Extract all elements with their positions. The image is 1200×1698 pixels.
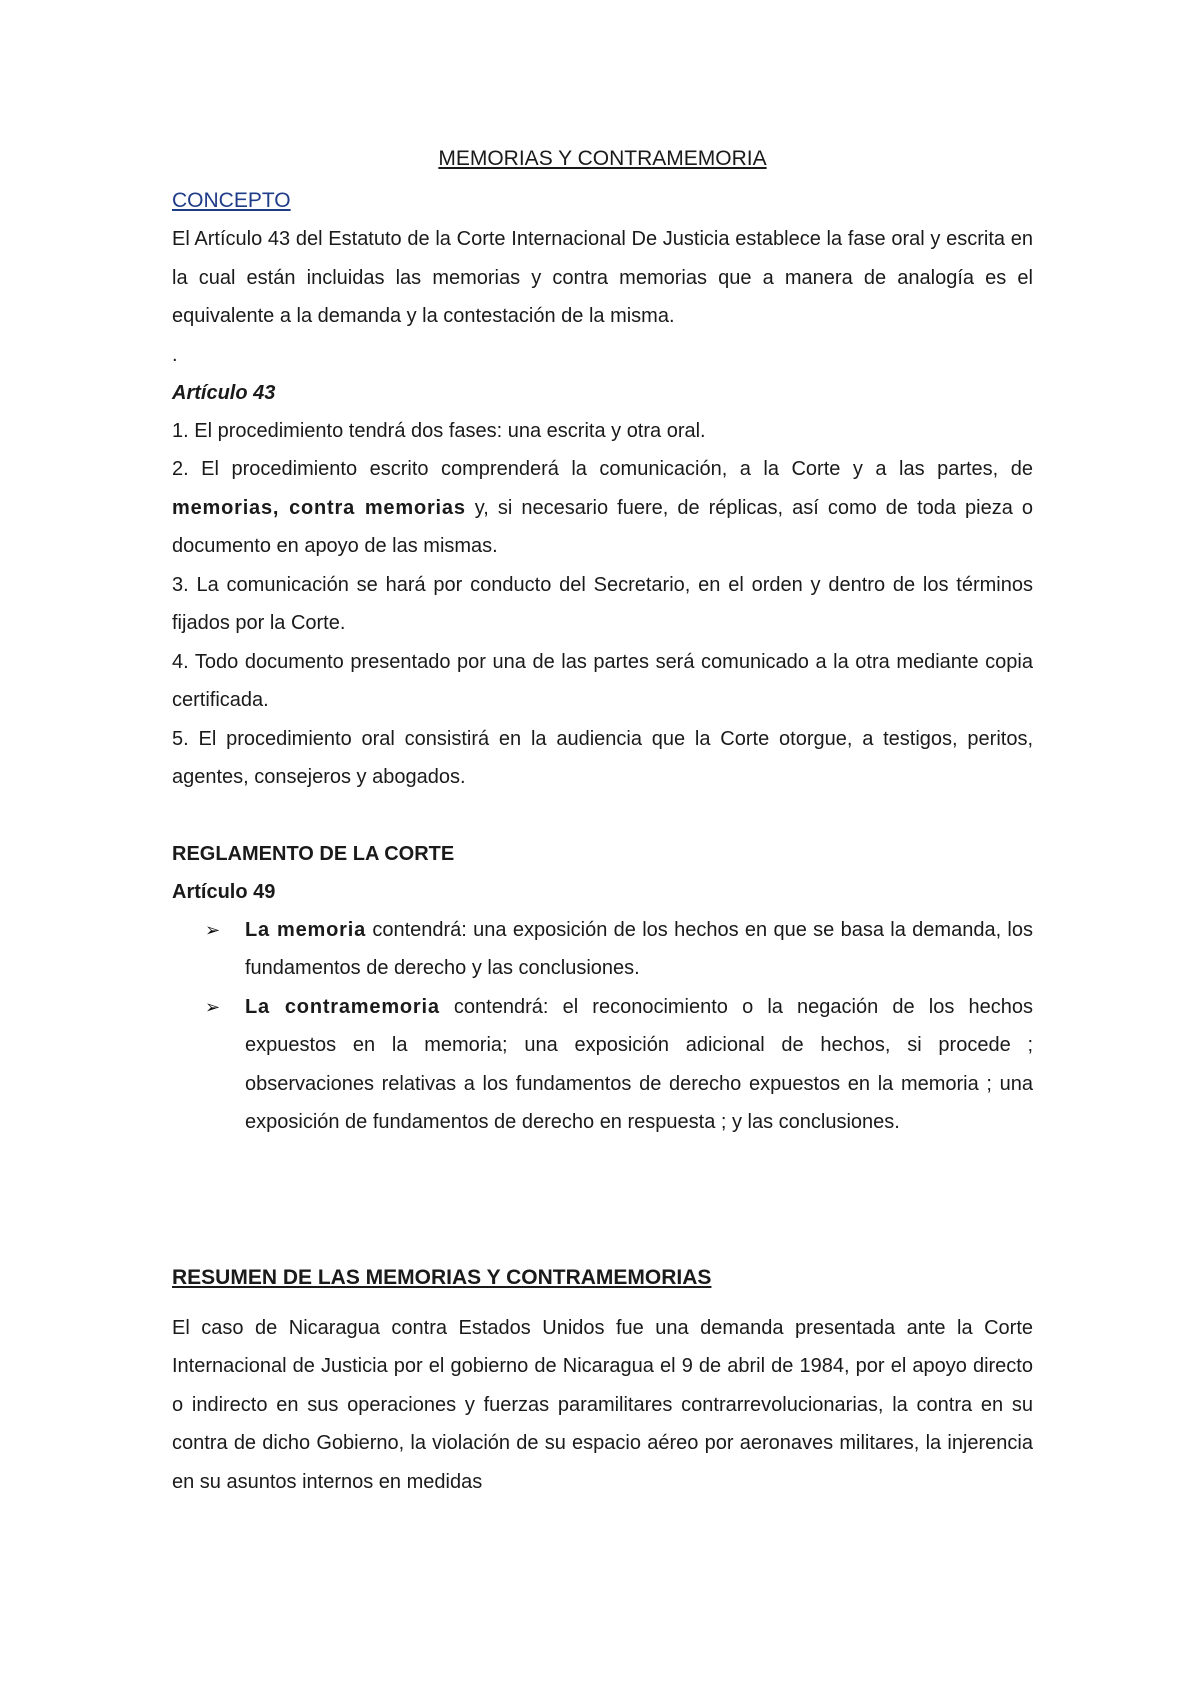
dot-line: . — [172, 343, 178, 366]
section-spacer — [172, 1142, 1033, 1259]
concept-paragraph: El Artículo 43 del Estatuto de la Corte Internacional De Justicia establece la fase oral y escrita en la cual están incluidas las memorias y contra memorias que a manera de analogía es el equivalente a la demanda y la contestación de la misma. — [172, 228, 1033, 327]
resumen-heading: RESUMEN DE LAS MEMORIAS Y CONTRAMEMORIAS — [172, 1265, 712, 1289]
article-43-heading: Artículo 43 — [172, 381, 276, 404]
article-43-item-2-bold: memorias, contra memorias — [172, 496, 466, 519]
arrow-bullet-icon: ➢ — [205, 996, 221, 1017]
article-49-bullet-list — [172, 911, 1033, 1142]
article-43-item-2-before: 2. El procedimiento escrito comprenderá la comunicación, a la Corte y a las partes, de — [172, 458, 1033, 480]
small-gap — [172, 1297, 1033, 1309]
arrow-bullet-icon: ➢ — [205, 919, 221, 940]
article-49-bullet-memoria — [172, 911, 1033, 988]
bullet-bold-memoria: La memoria — [245, 918, 367, 941]
article-43-item-2 — [172, 450, 1033, 566]
reglamento-heading: REGLAMENTO DE LA CORTE — [172, 842, 455, 865]
article-43-item-3: 3. La comunicación se hará por conducto del Secretario, en el orden y dentro de los términos fijados por la Corte. — [172, 573, 1033, 634]
concept-heading: CONCEPTO — [172, 189, 291, 212]
bullet-bold-contramemoria: La contramemoria — [245, 995, 440, 1018]
article-43-item-5: 5. El procedimiento oral consistirá en la audiencia que la Corte otorgue, a testigos, peritos, agentes, consejeros y abogados. — [172, 727, 1033, 788]
bullet-text-contramemoria: contendrá: el reconocimiento o la negación de los hechos expuestos en la memoria; una exposición adicional de hechos, si procede ; observaciones relativas a los fundamentos de derecho expuestos en la memoria ; una exposición de fundamentos de derecho en respuesta ; y las conclusiones. — [245, 995, 1033, 1133]
article-49-bullet-contramemoria — [172, 988, 1033, 1142]
article-43-item-1: 1. El procedimiento tendrá dos fases: una escrita y otra oral. — [172, 419, 706, 442]
article-43-item-2-after: y, si necesario fuere, de réplicas, así como de toda pieza o documento en apoyo de las mismas. — [172, 496, 1034, 557]
document-title: MEMORIAS Y CONTRAMEMORIA — [438, 147, 767, 170]
spacer — [172, 797, 1033, 835]
bullet-text-memoria: contendrá: una exposición de los hechos en que se basa la demanda, los fundamentos de derecho y las conclusiones. — [245, 918, 1034, 979]
article-43-item-4: 4. Todo documento presentado por una de las partes será comunicado a la otra mediante copia certificada. — [172, 650, 1033, 711]
resumen-paragraph: El caso de Nicaragua contra Estados Unidos fue una demanda presentada ante la Corte Internacional de Justicia por el gobierno de Nicaragua el 9 de abril de 1984, por el apoyo directo o indirecto en sus operaciones y fuerzas paramilitares contrarrevolucionarias, la contra en su contra de dicho Gobierno, la violación de su espacio aéreo por aeronaves militares, la injerencia en su asuntos internos en medidas — [172, 1316, 1033, 1493]
document-page — [172, 140, 1033, 1501]
article-49-heading: Artículo 49 — [172, 880, 276, 903]
